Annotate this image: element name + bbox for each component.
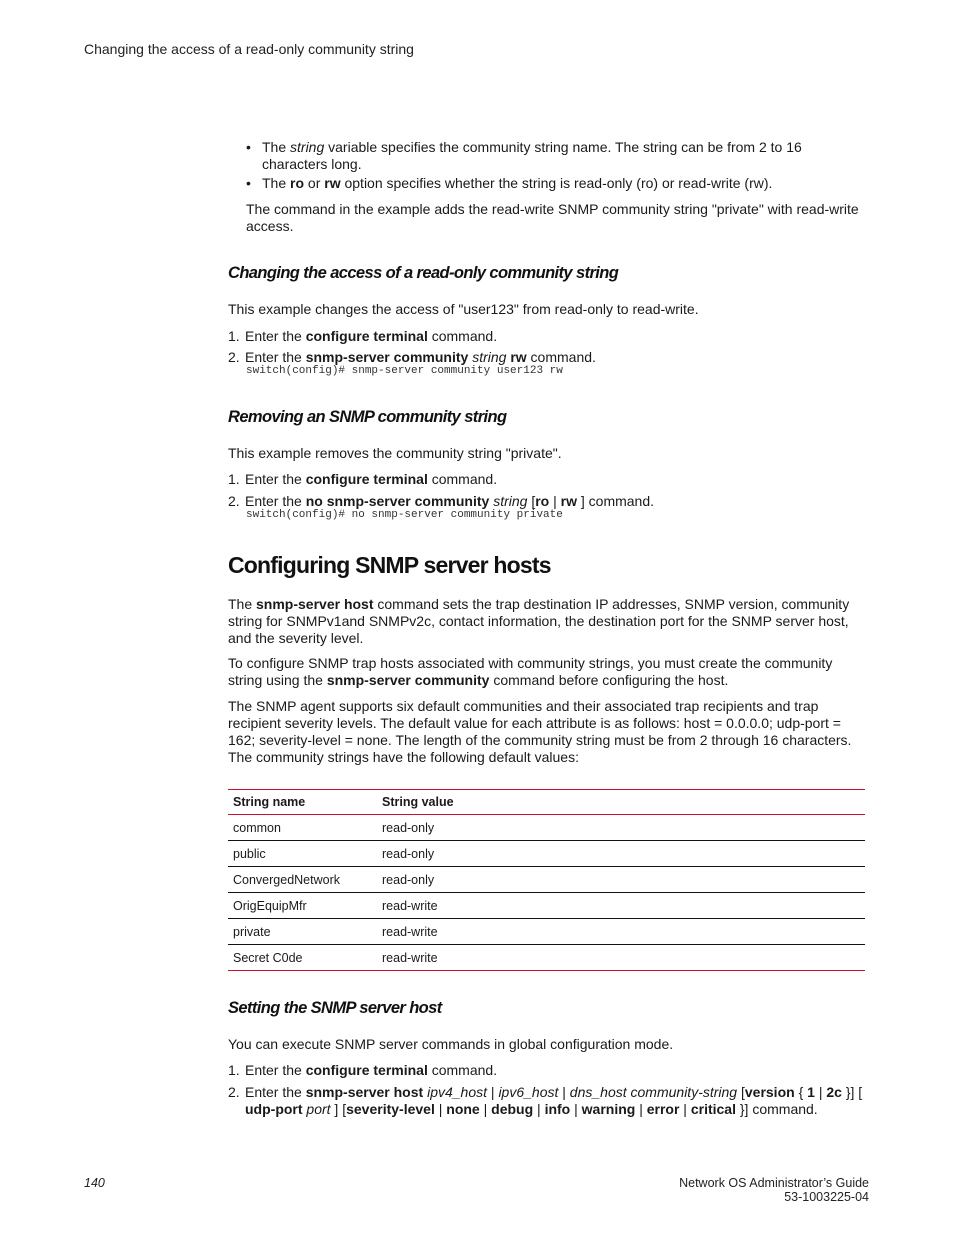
- table-row: [228, 893, 865, 919]
- text: and the severity level.: [228, 630, 364, 646]
- text: |: [635, 1101, 647, 1117]
- text: command.: [427, 328, 498, 344]
- text: {: [794, 1084, 808, 1100]
- table-header-row: [228, 790, 865, 815]
- step-text: [245, 471, 497, 488]
- code-example-remove: switch(config)# no snmp-server community private: [246, 509, 563, 521]
- hosts-paragraph-1: [228, 596, 849, 647]
- text: string for SNMPv1and SNMPv2c, contact information, the destination port for the SNMP server host,: [228, 613, 849, 629]
- text: To configure SNMP trap hosts associated with community strings, you must create the community: [228, 655, 833, 671]
- keyword: 2c: [826, 1084, 842, 1100]
- cell-string-name: public: [228, 841, 377, 867]
- heading-configuring-hosts: Configuring SNMP server hosts: [228, 552, 551, 578]
- step-number: 2.: [228, 493, 240, 509]
- keyword: error: [646, 1101, 680, 1117]
- text: Enter the: [245, 493, 306, 509]
- keyword: none: [446, 1101, 480, 1117]
- cell-string-name: Secret C0de: [228, 945, 377, 971]
- cell-string-value: read-write: [377, 919, 865, 945]
- keyword: info: [544, 1101, 571, 1117]
- step-text: [245, 1084, 870, 1118]
- remove-step-1: [228, 471, 498, 488]
- text: The: [262, 175, 291, 191]
- page-number-text: 140: [84, 1176, 105, 1190]
- command: snmp-server community: [326, 672, 490, 688]
- text: Enter the: [245, 349, 306, 365]
- cell-string-value: read-only: [377, 815, 865, 841]
- hosts-paragraph-3: [228, 698, 851, 766]
- step-text: [245, 1062, 497, 1079]
- change-step-2: [228, 349, 596, 366]
- variable: ipv6_host: [498, 1084, 559, 1100]
- command: configure terminal: [305, 1062, 428, 1078]
- bullet-dot: •: [246, 139, 251, 155]
- column-header-string-name: String name: [228, 790, 377, 815]
- text: [: [527, 493, 536, 509]
- setting-step-2: [228, 1084, 865, 1117]
- text: [: [737, 1084, 745, 1100]
- text: The SNMP agent supports six default communities and their associated trap recipients and trap: [228, 698, 819, 714]
- cell-string-value: read-write: [377, 893, 865, 919]
- step-number: 1.: [228, 471, 240, 487]
- cell-string-name: private: [228, 919, 377, 945]
- text: }] command.: [735, 1101, 818, 1117]
- footer-guide-info: [679, 1176, 869, 1204]
- command: no snmp-server community: [305, 493, 490, 509]
- default-community-strings-table: [228, 789, 865, 971]
- remove-intro: This example removes the community string "private".: [228, 445, 562, 461]
- command: configure terminal: [305, 328, 428, 344]
- text: command.: [427, 1062, 498, 1078]
- text: |: [533, 1101, 545, 1117]
- step-number: 2.: [228, 1084, 240, 1100]
- remove-step-2: [228, 493, 655, 510]
- cell-string-value: read-write: [377, 945, 865, 971]
- bullet-string-variable: [262, 139, 802, 173]
- variable: port: [306, 1101, 331, 1117]
- text: The command in the example adds the read-write SNMP community string "private" with read-write: [246, 201, 859, 217]
- text: |: [570, 1101, 582, 1117]
- variable: string: [493, 493, 528, 509]
- step-text: [245, 493, 654, 510]
- text: or: [304, 175, 325, 191]
- keyword: warning: [581, 1101, 636, 1117]
- bullet-dot: •: [246, 175, 251, 191]
- keyword-rw: rw: [324, 175, 341, 191]
- variable: dns_host community-string: [569, 1084, 738, 1100]
- heading-change-access: Changing the access of a read-only community string: [228, 264, 619, 282]
- keyword: 1: [807, 1084, 815, 1100]
- guide-title: Network OS Administrator’s Guide: [679, 1176, 869, 1190]
- option: rw: [560, 493, 577, 509]
- step-text: [245, 328, 497, 345]
- keyword-ro: ro: [290, 175, 305, 191]
- text: ] command.: [576, 493, 655, 509]
- text: |: [814, 1084, 827, 1100]
- heading-remove-community: Removing an SNMP community string: [228, 408, 507, 426]
- variable-string: string: [290, 139, 325, 155]
- keyword: udp-port: [245, 1101, 303, 1117]
- step-text: [245, 349, 596, 366]
- text: option specifies whether the string is read-only (ro) or read-write (rw).: [340, 175, 773, 191]
- keyword: critical: [690, 1101, 736, 1117]
- change-step-1: [228, 328, 498, 345]
- hosts-paragraph-2: [228, 655, 832, 689]
- text: |: [479, 1101, 492, 1117]
- step-number: 1.: [228, 328, 240, 344]
- text: |: [434, 1101, 447, 1117]
- text: The: [228, 596, 257, 612]
- cell-string-value: read-only: [377, 867, 865, 893]
- keyword: severity-level: [346, 1101, 435, 1117]
- code-example-change: switch(config)# snmp-server community user123 rw: [246, 365, 563, 377]
- heading-setting-host: Setting the SNMP server host: [228, 999, 442, 1017]
- text: characters long.: [262, 156, 362, 172]
- cell-string-name: ConvergedNetwork: [228, 867, 377, 893]
- text: Enter the: [245, 471, 306, 487]
- text: |: [487, 1084, 499, 1100]
- intro-paragraph: [246, 201, 859, 235]
- column-header-string-value: String value: [377, 790, 865, 815]
- table-row: [228, 815, 865, 841]
- change-access-intro: This example changes the access of "user123" from read-only to read-write.: [228, 301, 699, 317]
- text: |: [679, 1101, 691, 1117]
- text: 162; severity-level = none. The length of the community string must be from 2 through 16 characters.: [228, 732, 852, 748]
- text: access.: [246, 218, 294, 234]
- text: Enter the: [245, 1084, 306, 1100]
- text: command.: [427, 471, 498, 487]
- table-row: [228, 841, 865, 867]
- variable: string: [472, 349, 507, 365]
- keyword: debug: [491, 1101, 534, 1117]
- setting-step-1: [228, 1062, 498, 1079]
- setting-intro: You can execute SNMP server commands in global configuration mode.: [228, 1036, 674, 1052]
- text: The community strings have the following default values:: [228, 749, 579, 765]
- page-number: [84, 1176, 105, 1190]
- text: command before configuring the host.: [489, 672, 729, 688]
- table-row: [228, 945, 865, 971]
- table-row: [228, 919, 865, 945]
- cell-string-name: common: [228, 815, 377, 841]
- text: string using the: [228, 672, 327, 688]
- text: The: [262, 139, 291, 155]
- text: |: [549, 493, 561, 509]
- text: variable specifies the community string name. The string can be from 2 to 16: [324, 139, 802, 155]
- variable: ipv4_host: [427, 1084, 488, 1100]
- keyword: version: [744, 1084, 795, 1100]
- bullet-ro-rw-option: [262, 175, 772, 192]
- text: command sets the trap destination IP addresses, SNMP version, community: [373, 596, 850, 612]
- option: ro: [535, 493, 550, 509]
- table-row: [228, 867, 865, 893]
- cell-string-value: read-only: [377, 841, 865, 867]
- text: recipient severity levels. The default value for each attribute is as follows: host = 0.0.0.0; udp-port =: [228, 715, 841, 731]
- text: |: [558, 1084, 570, 1100]
- step-number: 1.: [228, 1062, 240, 1078]
- text: Enter the: [245, 1062, 306, 1078]
- doc-number: 53-1003225-04: [784, 1190, 869, 1204]
- running-head: Changing the access of a read-only community string: [84, 41, 414, 57]
- cell-string-name: OrigEquipMfr: [228, 893, 377, 919]
- command: snmp-server community: [305, 349, 469, 365]
- command: snmp-server host: [256, 596, 374, 612]
- command: configure terminal: [305, 471, 428, 487]
- text: command.: [526, 349, 596, 365]
- text: ] [: [330, 1101, 347, 1117]
- command: snmp-server host: [305, 1084, 424, 1100]
- text: }] [: [841, 1084, 863, 1100]
- text: Enter the: [245, 328, 306, 344]
- option: rw: [510, 349, 527, 365]
- step-number: 2.: [228, 349, 240, 365]
